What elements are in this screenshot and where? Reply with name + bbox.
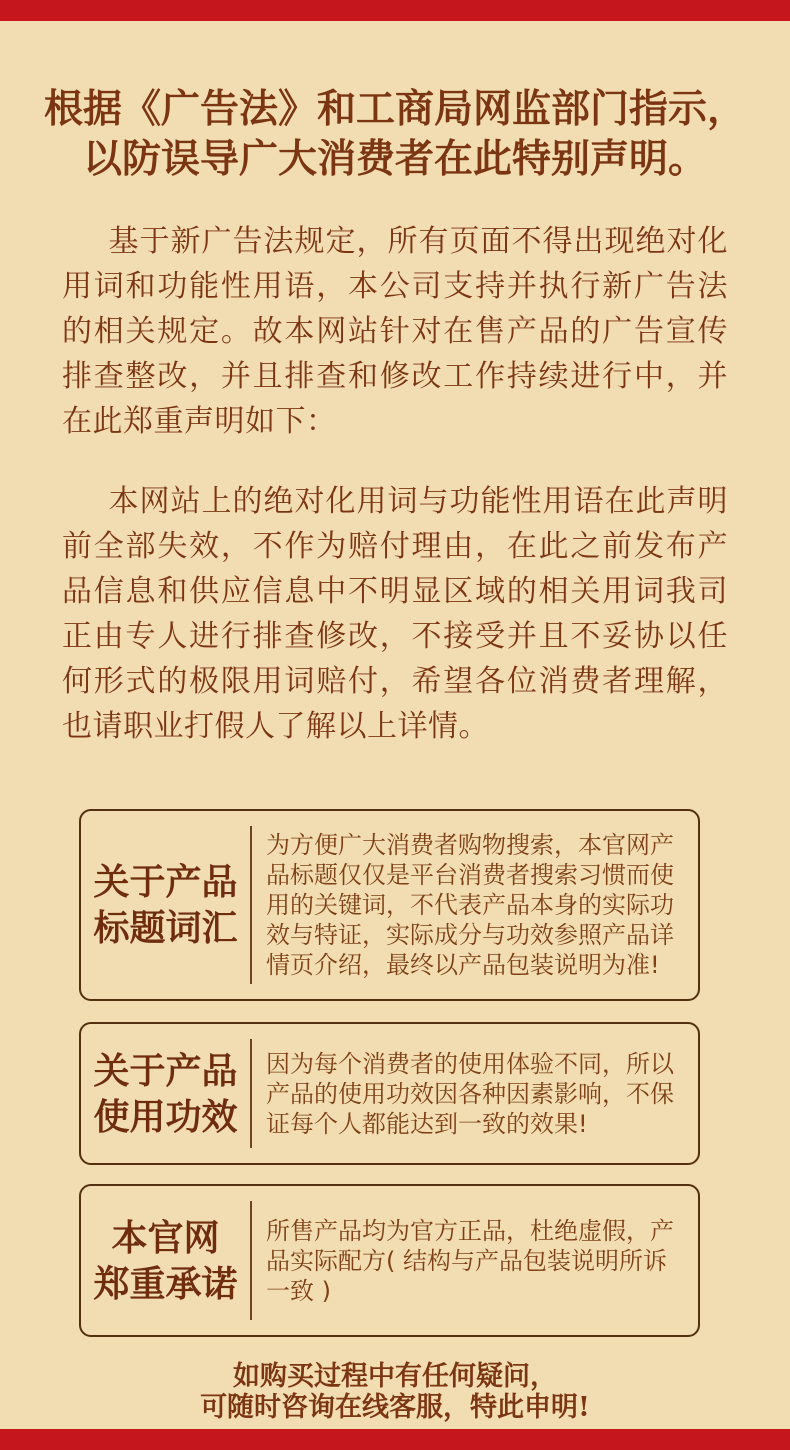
page-title-line-2: 以防误导广大消费者在此特别声明。: [82, 136, 707, 182]
notice-box-label-line-2: 标题词汇: [93, 907, 238, 949]
top-red-bar: [0, 0, 790, 21]
page-title: [0, 63, 790, 184]
notice-box-title-keywords-label: [81, 811, 250, 999]
footer-note-line-2: 可随时咨询在线客服，特此申明!: [200, 1392, 590, 1423]
notice-box-official-promise-text: [252, 1186, 698, 1335]
footer-note: [0, 1361, 790, 1423]
notice-box-label-line-1: 关于产品: [93, 861, 238, 903]
footer-note-line-1: 如购买过程中有任何疑问，: [233, 1361, 557, 1392]
notice-box-usage-effect-label: [81, 1024, 250, 1163]
notice-box-title-keywords-text: [252, 811, 698, 999]
notice-box-label-line-2: 郑重承诺: [93, 1262, 238, 1305]
notice-box-title-keywords: [79, 809, 700, 1001]
bottom-red-bar: [0, 1429, 790, 1450]
statement-paragraph-1: 基于新广告法规定，所有页面不得出现绝对化用词和功能性用语，本公司支持并执行新广告法的相关规定。故本网站针对在售产品的广告宣传排查整改，并且排查和修改工作持续进行中，并在此郑重声明如下：: [62, 224, 728, 439]
notice-box-label-line-2: 使用功效: [93, 1095, 238, 1138]
notice-box-text: 所售产品均为官方正品，杜绝虚假，产品实际配方( 结构与产品包装说明所诉一致 ): [266, 1216, 674, 1305]
notice-box-official-promise-label: [81, 1186, 250, 1335]
statement-body: [62, 219, 728, 749]
notice-box-usage-effect-text: [252, 1024, 698, 1163]
notice-box-text: 因为每个消费者的使用体验不同，所以产品的使用功效因各种因素影响，不保证每个人都能达到一致的效果!: [266, 1049, 674, 1138]
page-title-line-1: 根据《广告法》和工商局网监部门指示，: [43, 86, 746, 132]
notice-box-usage-effect: [79, 1022, 700, 1165]
notice-box-label-line-1: 关于产品: [93, 1049, 238, 1092]
notice-box-label-line-1: 本官网: [111, 1216, 220, 1259]
notice-box-text: 为方便广大消费者购物搜索，本官网产品标题仅仅是平台消费者搜索习惯而使用的关键词，不代表产品本身的实际功效与特证，实际成分与功效参照产品详情页介绍，最终以产品包装说明为准!: [266, 831, 674, 979]
statement-paragraph-2: 本网站上的绝对化用词与功能性用语在此声明前全部失效，不作为赔付理由，在此之前发布产品信息和供应信息中不明显区域的相关用词我司正由专人进行排查修改，不接受并且不妥协以任何形式的极限用词赔付，希望各位消费者理解，也请职业打假人了解以上详情。: [62, 484, 728, 744]
notice-box-official-promise: [79, 1184, 700, 1337]
